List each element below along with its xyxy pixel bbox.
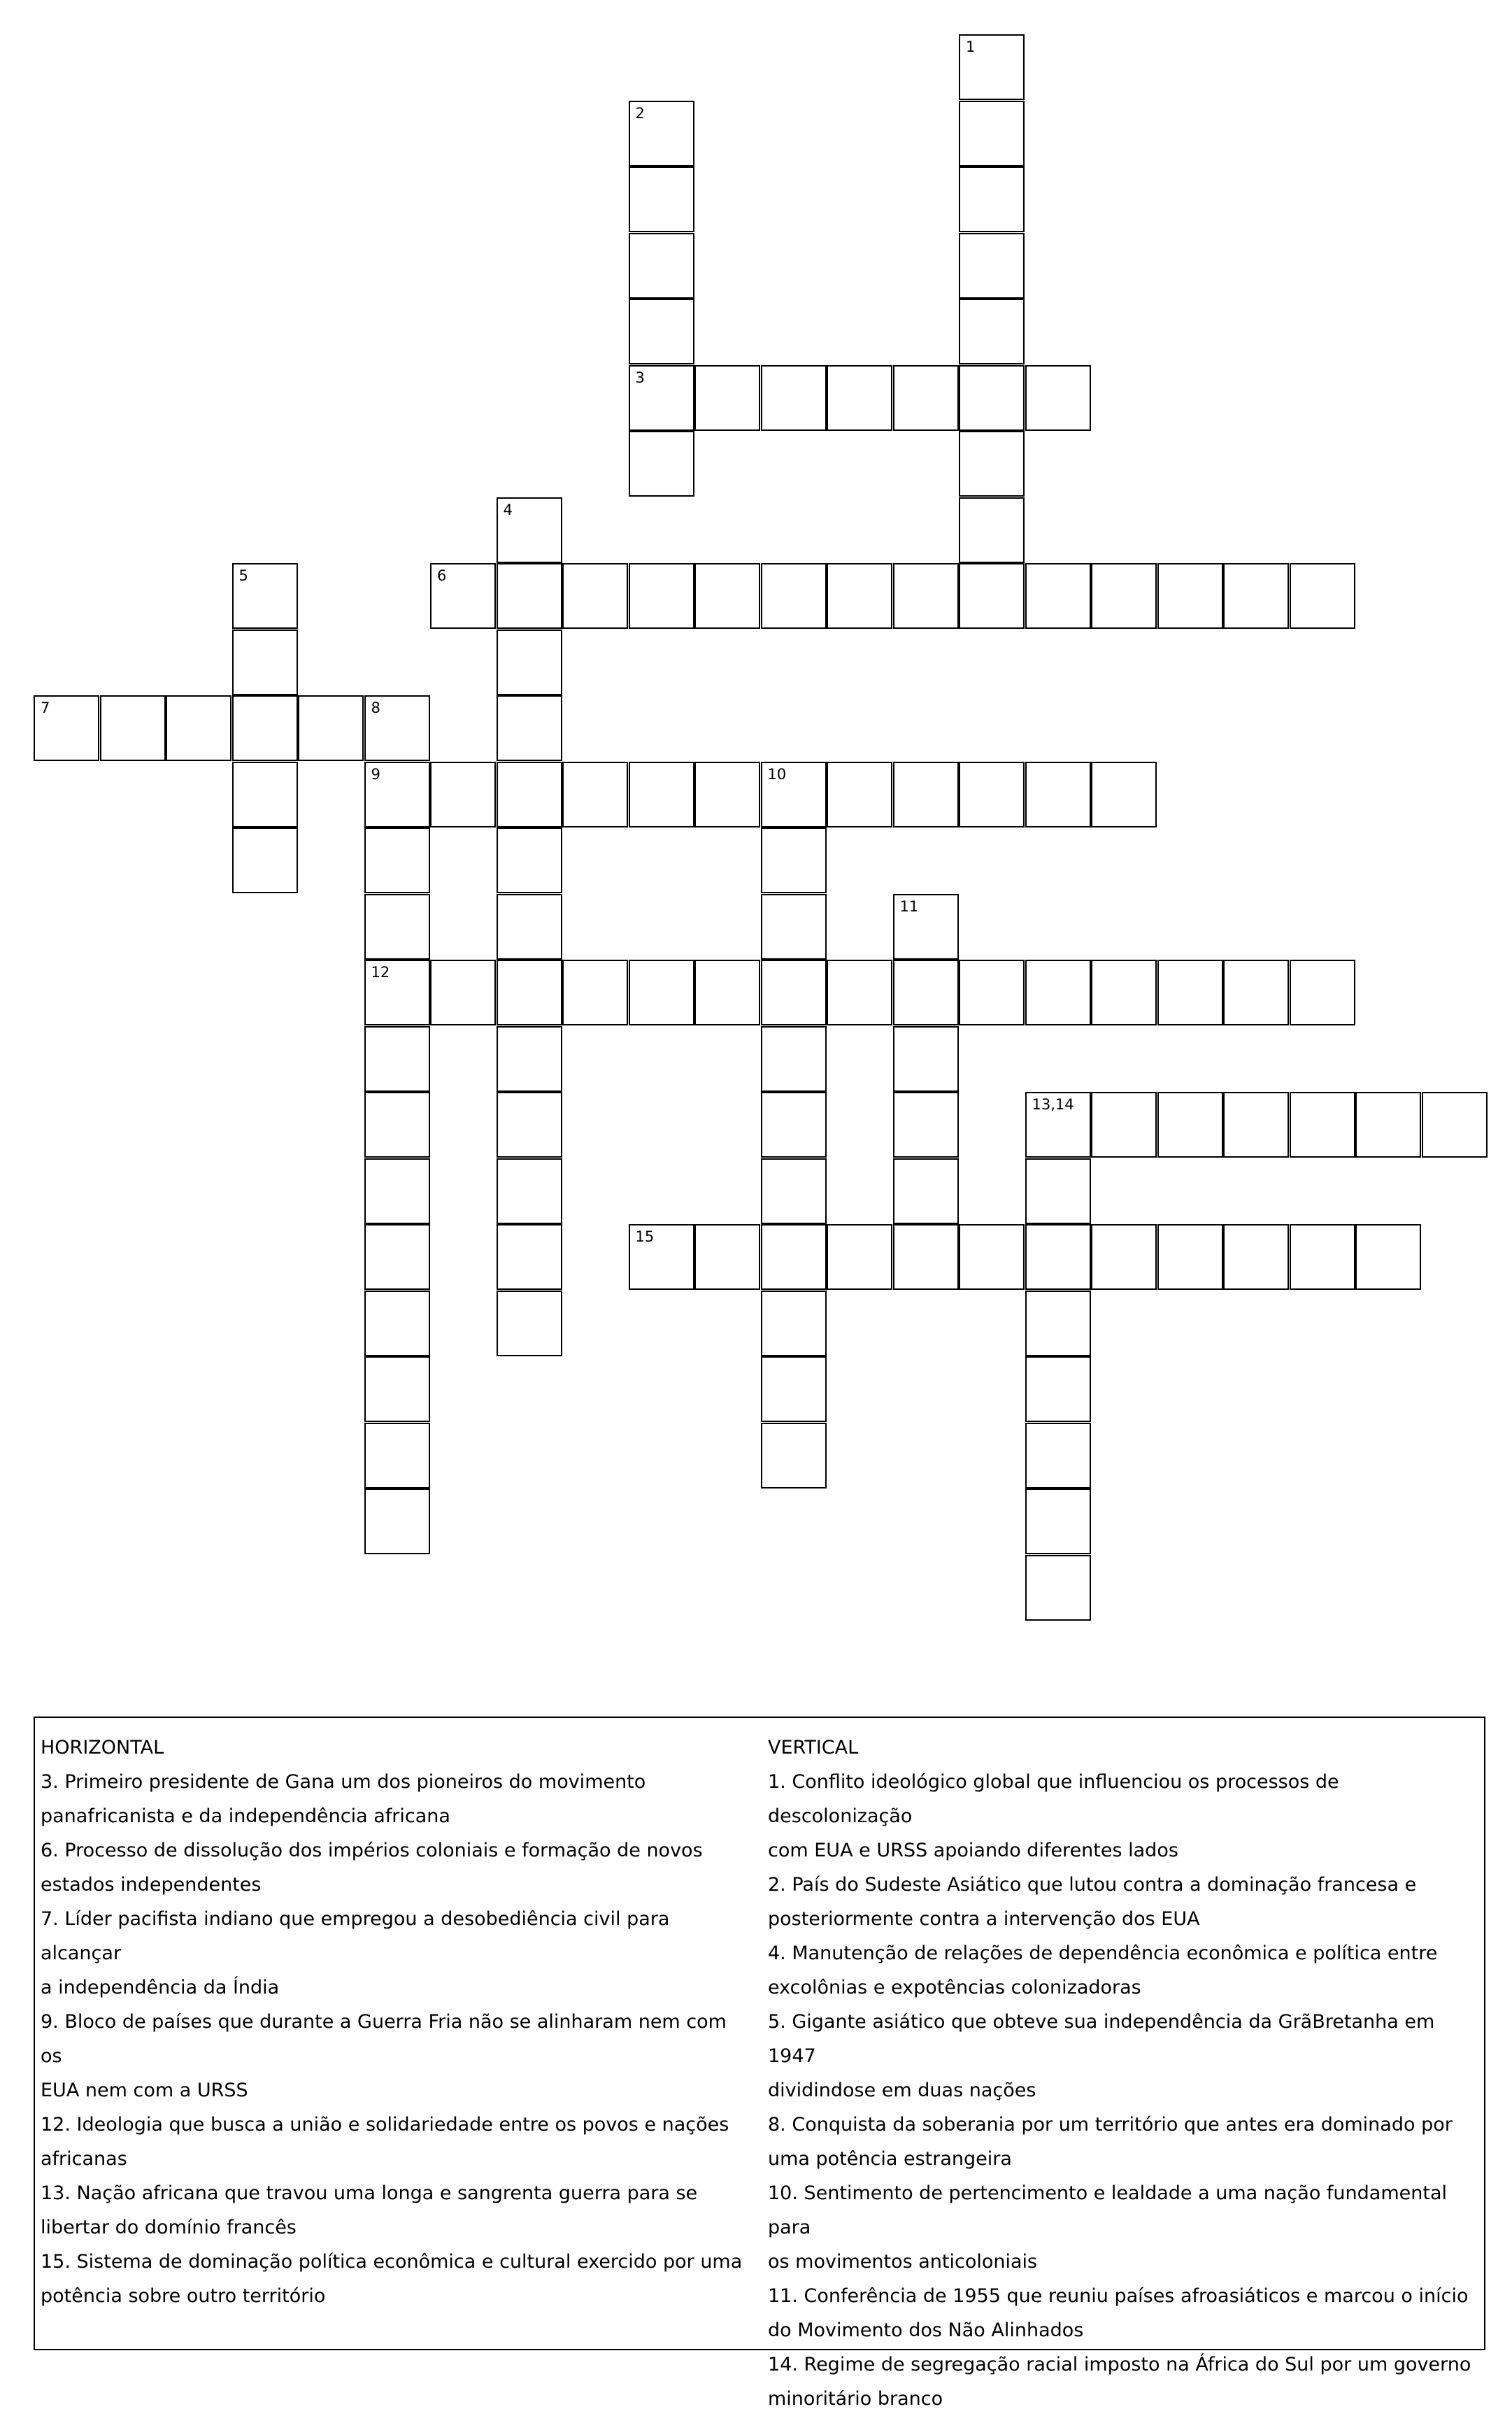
crossword-cell[interactable] xyxy=(959,101,1025,166)
clue-number: 11 xyxy=(899,897,919,915)
crossword-cell[interactable] xyxy=(893,960,959,1025)
crossword-cell[interactable] xyxy=(893,762,959,827)
crossword-cell[interactable] xyxy=(364,1026,430,1092)
crossword-cell[interactable] xyxy=(1223,1092,1289,1158)
crossword-cell[interactable] xyxy=(1223,960,1289,1025)
crossword-cell[interactable] xyxy=(1157,960,1223,1025)
clue-line: excolônias e expotências colonizadoras xyxy=(768,1977,1141,1998)
crossword-cell[interactable] xyxy=(694,960,760,1025)
clue-number: 6 xyxy=(437,567,447,584)
crossword-cell[interactable] xyxy=(232,827,298,893)
crossword-cell[interactable] xyxy=(100,695,166,761)
crossword-cell[interactable] xyxy=(761,1092,827,1158)
crossword-cell[interactable] xyxy=(893,1158,959,1224)
clue-line: uma potência estrangeira xyxy=(768,2148,1012,2170)
crossword-cell[interactable] xyxy=(497,894,562,960)
horizontal-clues xyxy=(41,1731,747,2313)
clue-line: 14. Regime de segregação racial imposto na África do Sul por um governo xyxy=(768,2354,1471,2375)
crossword-cell[interactable] xyxy=(364,1158,430,1224)
crossword-cell[interactable] xyxy=(893,1026,959,1092)
clue-number: 7 xyxy=(41,699,50,716)
crossword-cell[interactable] xyxy=(1355,1224,1421,1290)
crossword-cell[interactable] xyxy=(1025,1158,1091,1224)
crossword-cell[interactable] xyxy=(827,762,892,827)
clue-number: 2 xyxy=(635,104,645,122)
crossword-cell[interactable] xyxy=(232,630,298,695)
clue-line: os movimentos anticoloniais xyxy=(768,2251,1038,2273)
crossword-cell[interactable] xyxy=(364,894,430,960)
vertical-title: VERTICAL xyxy=(768,1737,859,1758)
crossword-cell[interactable] xyxy=(694,563,760,629)
crossword-cell[interactable] xyxy=(959,563,1025,629)
crossword-cell[interactable] xyxy=(364,1224,430,1290)
clue-line: EUA nem com a URSS xyxy=(41,2080,248,2101)
clue-line: 6. Processo de dissolução dos impérios coloniais e formação de novos xyxy=(41,1840,703,1861)
crossword-cell[interactable] xyxy=(1290,563,1355,629)
crossword-cell[interactable] xyxy=(497,497,562,563)
crossword-cell[interactable] xyxy=(1290,1092,1355,1158)
crossword-cell[interactable] xyxy=(827,563,892,629)
crossword-cell[interactable] xyxy=(761,762,827,827)
crossword-cell[interactable] xyxy=(497,563,562,629)
crossword-cell[interactable] xyxy=(1025,1555,1091,1621)
clue-number: 4 xyxy=(503,501,513,518)
crossword-cell[interactable] xyxy=(1157,1092,1223,1158)
crossword-cell[interactable] xyxy=(959,166,1025,232)
vertical-clues xyxy=(768,1731,1474,2416)
crossword-cell[interactable] xyxy=(364,1423,430,1488)
crossword-cell[interactable] xyxy=(959,762,1025,827)
clues-box xyxy=(34,1717,1485,2410)
clue-number: 10 xyxy=(767,765,787,783)
crossword-cell[interactable] xyxy=(364,1356,430,1422)
crossword-cell[interactable] xyxy=(1025,1423,1091,1488)
crossword-cell[interactable] xyxy=(1091,960,1157,1025)
clue-line: libertar do domínio francês xyxy=(41,2217,297,2238)
crossword-cell[interactable] xyxy=(1091,762,1157,827)
crossword-cell[interactable] xyxy=(959,1224,1025,1290)
crossword-cell[interactable] xyxy=(761,1356,827,1422)
crossword-cell[interactable] xyxy=(629,563,694,629)
clue-number: 8 xyxy=(371,699,380,716)
crossword-cell[interactable] xyxy=(893,1092,959,1158)
horizontal-title: HORIZONTAL xyxy=(41,1737,164,1758)
crossword-cell[interactable] xyxy=(629,233,694,299)
crossword-cell[interactable] xyxy=(629,299,694,364)
crossword-cell[interactable] xyxy=(761,1423,827,1488)
crossword-cell[interactable] xyxy=(893,1224,959,1290)
crossword-cell[interactable] xyxy=(1091,1092,1157,1158)
crossword-cell[interactable] xyxy=(497,960,562,1025)
crossword-cell[interactable] xyxy=(694,1224,760,1290)
crossword-cell[interactable] xyxy=(364,695,430,761)
crossword-cell[interactable] xyxy=(1025,762,1091,827)
clue-number: 9 xyxy=(371,765,380,783)
crossword-cell[interactable] xyxy=(959,960,1025,1025)
crossword-cell[interactable] xyxy=(562,960,628,1025)
crossword-cell[interactable] xyxy=(761,1158,827,1224)
crossword-cell[interactable] xyxy=(629,166,694,232)
clue-line: minoritário branco xyxy=(768,2388,943,2410)
crossword-cell[interactable] xyxy=(364,960,430,1025)
crossword-cell[interactable] xyxy=(1025,1488,1091,1554)
crossword-cell[interactable] xyxy=(761,827,827,893)
crossword-cell[interactable] xyxy=(1025,563,1091,629)
crossword-cell[interactable] xyxy=(1422,1092,1488,1158)
crossword-cell[interactable] xyxy=(364,827,430,893)
crossword-cell[interactable] xyxy=(497,630,562,695)
clue-number: 5 xyxy=(238,567,248,584)
crossword-cell[interactable] xyxy=(298,695,364,761)
crossword-cell[interactable] xyxy=(761,960,827,1025)
clue-line: 7. Líder pacifista indiano que empregou a desobediência civil para alcançar xyxy=(41,1908,670,1964)
clue-line: 3. Primeiro presidente de Gana um dos pioneiros do movimento xyxy=(41,1771,646,1793)
clue-line: africanas xyxy=(41,2148,127,2170)
crossword-cell[interactable] xyxy=(629,365,694,431)
clue-line: 11. Conferência de 1955 que reuniu países afroasiáticos e marcou o início xyxy=(768,2285,1469,2307)
crossword-cell[interactable] xyxy=(562,563,628,629)
crossword-cell[interactable] xyxy=(1025,1224,1091,1290)
crossword-cell[interactable] xyxy=(761,894,827,960)
crossword-cell[interactable] xyxy=(1223,563,1289,629)
clue-line: 5. Gigante asiático que obteve sua independência da GrãBretanha em 1947 xyxy=(768,2011,1435,2067)
crossword-cell[interactable] xyxy=(430,960,496,1025)
crossword-cell[interactable] xyxy=(827,365,892,431)
clue-line: 1. Conflito ideológico global que influenciou os processos de descolonização xyxy=(768,1771,1339,1827)
crossword-cell[interactable] xyxy=(364,1488,430,1554)
crossword-cell[interactable] xyxy=(761,1291,827,1356)
clue-line: 2. País do Sudeste Asiático que lutou contra a dominação francesa e xyxy=(768,1874,1417,1896)
crossword-cell[interactable] xyxy=(959,497,1025,563)
crossword-cell[interactable] xyxy=(1091,1224,1157,1290)
clue-number: 3 xyxy=(635,369,645,386)
crossword-cell[interactable] xyxy=(761,1224,827,1290)
crossword-cell[interactable] xyxy=(1157,1224,1223,1290)
crossword-cell[interactable] xyxy=(629,1224,694,1290)
crossword-cell[interactable] xyxy=(893,563,959,629)
crossword-cell[interactable] xyxy=(430,563,496,629)
crossword-cell[interactable] xyxy=(761,365,827,431)
crossword-cell[interactable] xyxy=(1290,1224,1355,1290)
clue-line: 12. Ideologia que busca a união e solidariedade entre os povos e nações xyxy=(41,2114,729,2136)
crossword-cell[interactable] xyxy=(497,1291,562,1356)
crossword-cell[interactable] xyxy=(1290,960,1355,1025)
clue-line: 8. Conquista da soberania por um território que antes era dominado por xyxy=(768,2114,1453,2136)
crossword-cell[interactable] xyxy=(364,1092,430,1158)
crossword-cell[interactable] xyxy=(761,1026,827,1092)
crossword-cell[interactable] xyxy=(364,762,430,827)
clue-line: a independência da Índia xyxy=(41,1977,280,1998)
crossword-cell[interactable] xyxy=(761,563,827,629)
clue-line: dividindose em duas nações xyxy=(768,2080,1036,2101)
crossword-cell[interactable] xyxy=(497,1092,562,1158)
crossword-cell[interactable] xyxy=(1091,563,1157,629)
clue-line: panafricanista e da independência africana xyxy=(41,1805,450,1827)
clue-line: posteriormente contra a intervenção dos EUA xyxy=(768,1908,1200,1930)
crossword-cell[interactable] xyxy=(497,1224,562,1290)
clue-number: 1 xyxy=(966,38,976,55)
crossword-cell[interactable] xyxy=(430,762,496,827)
crossword-cell[interactable] xyxy=(232,762,298,827)
crossword-cell[interactable] xyxy=(959,299,1025,364)
clue-number: 12 xyxy=(371,964,390,981)
clue-line: com EUA e URSS apoiando diferentes lados xyxy=(768,1840,1178,1861)
crossword-cell[interactable] xyxy=(1157,563,1223,629)
crossword-cell[interactable] xyxy=(232,695,298,761)
clue-line: 9. Bloco de países que durante a Guerra Fria não se alinharam nem com os xyxy=(41,2011,727,2067)
crossword-cell[interactable] xyxy=(497,1026,562,1092)
crossword-cell[interactable] xyxy=(827,1224,892,1290)
crossword-cell[interactable] xyxy=(562,762,628,827)
crossword-cell[interactable] xyxy=(1355,1092,1421,1158)
crossword-cell[interactable] xyxy=(893,365,959,431)
crossword-cell[interactable] xyxy=(1025,1291,1091,1356)
crossword-cell[interactable] xyxy=(893,894,959,960)
crossword-cell[interactable] xyxy=(497,695,562,761)
clue-line: 13. Nação africana que travou uma longa e sangrenta guerra para se xyxy=(41,2182,698,2204)
clue-line: do Movimento dos Não Alinhados xyxy=(768,2319,1084,2341)
crossword-cell[interactable] xyxy=(629,762,694,827)
crossword-cell[interactable] xyxy=(497,827,562,893)
clue-line: 4. Manutenção de relações de dependência econômica e política entre xyxy=(768,1942,1438,1964)
crossword-cell[interactable] xyxy=(629,101,694,166)
crossword-cell[interactable] xyxy=(959,233,1025,299)
crossword-cell[interactable] xyxy=(1223,1224,1289,1290)
crossword-cell[interactable] xyxy=(827,960,892,1025)
clue-line: estados independentes xyxy=(41,1874,262,1896)
crossword-cell[interactable] xyxy=(694,365,760,431)
crossword-cell[interactable] xyxy=(232,563,298,629)
crossword-cell[interactable] xyxy=(1025,1092,1091,1158)
crossword-cell[interactable] xyxy=(497,762,562,827)
crossword-cell[interactable] xyxy=(694,762,760,827)
crossword-cell[interactable] xyxy=(629,431,694,497)
crossword-cell[interactable] xyxy=(497,1158,562,1224)
crossword-cell[interactable] xyxy=(166,695,231,761)
crossword-cell[interactable] xyxy=(959,34,1025,100)
clue-line: 10. Sentimento de pertencimento e lealdade a uma nação fundamental para xyxy=(768,2182,1447,2238)
clue-line: potência sobre outro território xyxy=(41,2285,326,2307)
crossword-cell[interactable] xyxy=(1025,960,1091,1025)
clue-line: 15. Sistema de dominação política econômica e cultural exercido por uma xyxy=(41,2251,743,2273)
crossword-cell[interactable] xyxy=(959,365,1025,431)
crossword-cell[interactable] xyxy=(364,1291,430,1356)
clue-number: 13,14 xyxy=(1032,1096,1074,1113)
crossword-cell[interactable] xyxy=(1025,1356,1091,1422)
crossword-cell[interactable] xyxy=(1025,365,1091,431)
crossword-cell[interactable] xyxy=(959,431,1025,497)
clue-number: 15 xyxy=(635,1228,655,1245)
crossword-cell[interactable] xyxy=(34,695,99,761)
crossword-cell[interactable] xyxy=(629,960,694,1025)
